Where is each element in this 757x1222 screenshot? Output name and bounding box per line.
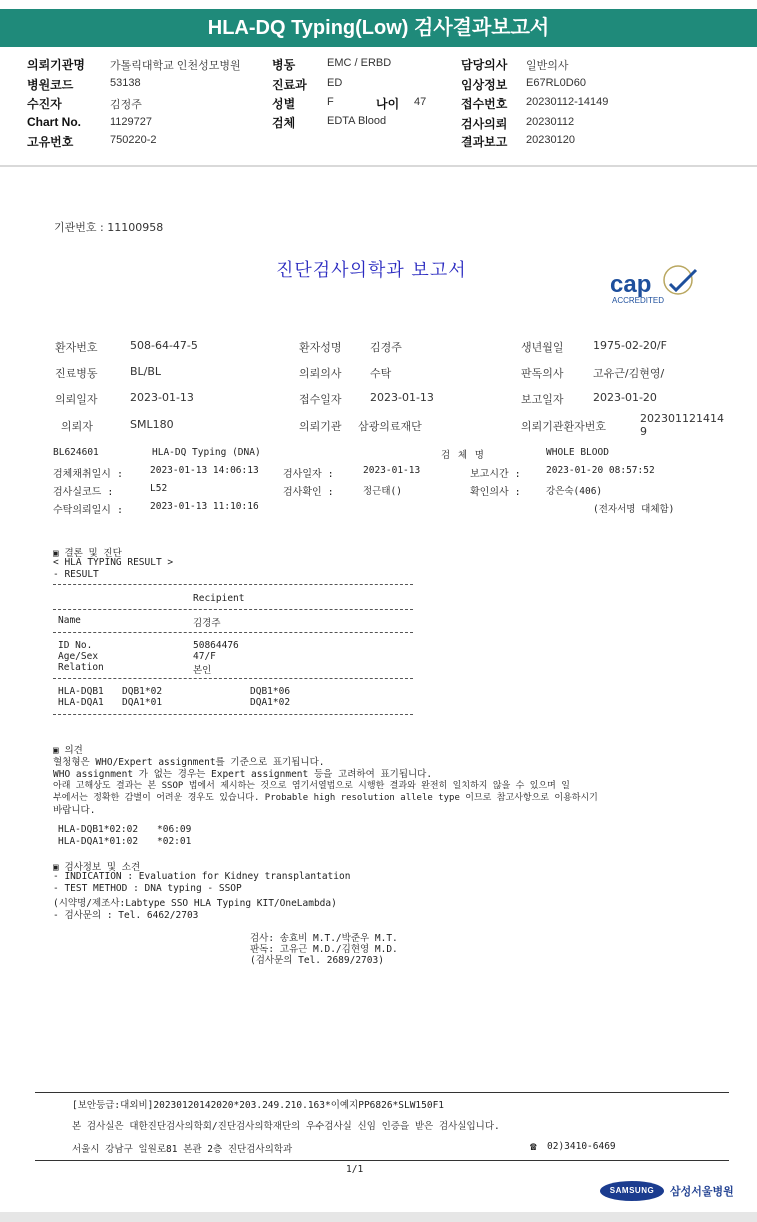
- specimen-value: WHOLE BLOOD: [546, 447, 609, 458]
- age-value: 47: [414, 96, 427, 108]
- phone-number: 02)3410-6469: [547, 1141, 616, 1152]
- result-subheading: - RESULT: [53, 569, 99, 580]
- header-label: Chart No.: [27, 115, 81, 129]
- header-value: 20230112-14149: [526, 96, 609, 108]
- header-label: 병동: [272, 58, 296, 72]
- header-label: 의뢰기관명: [27, 58, 85, 72]
- header-label: 수진자: [27, 97, 62, 111]
- meta-label: 검사실코드 :: [53, 487, 114, 498]
- page-number: 1/1: [346, 1164, 364, 1175]
- relation-value: 본인: [193, 665, 212, 676]
- allele-1: DQB1*02: [122, 686, 163, 697]
- info-label: 의뢰기관환자번호: [521, 420, 607, 433]
- result-subheading: < HLA TYPING RESULT >: [53, 557, 174, 568]
- info-label: 환자성명: [299, 341, 342, 354]
- opinion-line: 혈청형은 WHO/Expert assignment를 기준으로 표기됩니다.: [53, 757, 325, 768]
- info-label: 의뢰자: [61, 420, 93, 433]
- header-label: 진료과: [272, 78, 307, 92]
- info-label: 생년월일: [521, 341, 564, 354]
- specimen-label: 검 체 명: [441, 450, 485, 461]
- hospital-name: 삼성서울병원: [670, 1185, 734, 1198]
- id-value: 50864476: [193, 640, 239, 651]
- header-label: 성별: [272, 97, 296, 111]
- page-bottom-band: [0, 1212, 757, 1222]
- opinion-line: 바랍니다.: [53, 805, 96, 816]
- header-value: F: [327, 96, 334, 108]
- signer-line: 판독: 고유근 M.D./김현영 M.D.: [250, 944, 398, 955]
- age-sex-label: Age/Sex: [58, 651, 99, 662]
- info-label: 진료병동: [55, 367, 98, 380]
- meta-value: L52: [150, 483, 168, 494]
- section-heading: ▣ 의견: [53, 745, 83, 756]
- test-name: HLA-DQ Typing (DNA): [152, 447, 261, 458]
- address: 서울시 강남구 일원로81 본관 2층 진단검사의학과: [72, 1144, 293, 1155]
- info-value: 2023-01-20: [593, 391, 657, 404]
- info-value: 2023-01-13: [370, 391, 434, 404]
- info-label: 의뢰기관: [299, 420, 342, 433]
- opinion-line: 아래 고해상도 결과는 본 SSOP 법에서 제시하는 것으로 염기서열법으로 시행한 결과와 완전히 일치하지 않을 수 있으며 일: [53, 781, 570, 791]
- header-value: 53138: [110, 77, 141, 89]
- info-label: 접수일자: [299, 393, 342, 406]
- info-value: 김경주: [370, 341, 402, 354]
- header-value: 750220-2: [110, 134, 157, 146]
- test-info-line: - TEST METHOD : DNA typing - SSOP: [53, 883, 242, 894]
- meta-value: 정근태(): [363, 486, 402, 497]
- dashed-rule: [53, 632, 413, 633]
- name-label: Name: [58, 615, 81, 626]
- allele-highres: *02:01: [157, 836, 192, 847]
- header-value: ED: [327, 77, 343, 89]
- cap-logo-text: cap: [610, 271, 652, 298]
- info-label: 환자번호: [55, 341, 98, 354]
- footer-top-rule: [35, 1092, 729, 1093]
- header-label: 고유번호: [27, 135, 74, 149]
- meta-label: 검사확인 :: [283, 487, 334, 498]
- dashed-rule: [53, 714, 413, 715]
- locus-name: HLA-DQB1: [58, 686, 104, 697]
- relation-label: Relation: [58, 662, 104, 673]
- test-info-line: - 검사문의 : Tel. 6462/2703: [53, 910, 199, 921]
- locus-name: HLA-DQA1: [58, 697, 104, 708]
- signer-line: 검사: 송효비 M.T./박준우 M.T.: [250, 933, 398, 944]
- meta-label: 수탁의뢰일시 :: [53, 505, 124, 516]
- allele-2: DQA1*02: [250, 697, 291, 708]
- section-heading: ▣ 결론 및 진단: [53, 548, 122, 559]
- meta-label: 보고시간 :: [470, 469, 521, 480]
- info-value: 1975-02-20/F: [593, 339, 667, 352]
- info-value: 202301121414: [640, 412, 724, 425]
- header-value: 김정주: [110, 99, 142, 111]
- dashed-rule: [53, 678, 413, 679]
- header-label: 담당의사: [461, 58, 508, 72]
- footer-bottom-rule: [35, 1160, 729, 1161]
- age-label: 나이: [376, 97, 400, 111]
- opinion-line: 부에서는 정확한 감별이 어려운 경우도 있습니다. Probable high resolution allele type 이므로 참고사항으로 이용하시기: [53, 793, 598, 803]
- header-label: 병원코드: [27, 78, 74, 92]
- header-value: 가톨릭대학교 인천성모병원: [110, 60, 241, 72]
- allele-2: DQB1*06: [250, 686, 291, 697]
- info-label: 의뢰일자: [55, 393, 98, 406]
- meta-value: 2023-01-13 11:10:16: [150, 501, 259, 512]
- info-value-wrap: 9: [640, 425, 647, 438]
- dashed-rule: [53, 609, 413, 610]
- esign-note: (전자서명 대체함): [593, 504, 675, 515]
- header-value: 일반의사: [526, 60, 569, 72]
- test-info-line: - INDICATION : Evaluation for Kidney transplantation: [53, 871, 351, 882]
- info-label: 보고일자: [521, 393, 564, 406]
- header-value: 20230112: [526, 116, 575, 128]
- cap-accredited-logo: [606, 262, 706, 308]
- header-value: 20230120: [526, 134, 575, 146]
- meta-label: 검체채취일시 :: [53, 469, 124, 480]
- header-value: EMC / ERBD: [327, 57, 392, 69]
- header-value: E67RL0D60: [526, 77, 586, 89]
- org-number: 기관번호 : 11100958: [54, 221, 164, 234]
- id-label: ID No.: [58, 640, 93, 651]
- samsung-logo-text: SAMSUNG: [609, 1186, 655, 1195]
- recipient-header: Recipient: [193, 593, 245, 604]
- info-value: 삼광의료재단: [358, 420, 422, 433]
- header-divider: [0, 165, 757, 167]
- test-info-line: (시약명/제조사:Labtype SSO HLA Typing KIT/OneLambda): [53, 898, 337, 909]
- cap-logo-sub: ACCREDITED: [612, 296, 665, 305]
- meta-value: 강은숙(406): [546, 486, 603, 497]
- info-value: BL/BL: [130, 365, 162, 378]
- info-label: 의뢰의사: [299, 367, 342, 380]
- signer-line: (검사문의 Tel. 2689/2703): [250, 955, 384, 966]
- meta-value: 2023-01-20 08:57:52: [546, 465, 655, 476]
- dashed-rule: [53, 584, 413, 585]
- name-value: 김경주: [193, 618, 221, 629]
- info-value: 2023-01-13: [130, 391, 194, 404]
- opinion-line: WHO assignment 가 없는 경우는 Expert assignment 등을 고려하여 표기됩니다.: [53, 769, 433, 780]
- header-label: 검사의뢰: [461, 117, 508, 131]
- header-value: EDTA Blood: [327, 115, 387, 127]
- header-label: 결과보고: [461, 135, 508, 149]
- phone-icon: ☎: [530, 1140, 537, 1153]
- meta-label: 검사일자 :: [283, 469, 334, 480]
- info-value: 508-64-47-5: [130, 339, 198, 352]
- security-line: [보안등급:대외비]20230120142020*203.249.210.163*이예지PP6826*SLW150F1: [72, 1100, 445, 1111]
- meta-value: 2023-01-13: [363, 465, 421, 476]
- meta-value: 2023-01-13 14:06:13: [150, 465, 259, 476]
- report-title: 진단검사의학과 보고서: [276, 260, 467, 281]
- info-value: 고유근/김현영/: [593, 367, 665, 380]
- test-code: BL624601: [53, 447, 99, 458]
- allele-highres: HLA-DQA1*01:02: [58, 836, 139, 847]
- header-label: 검체: [272, 116, 296, 130]
- info-value: 수탁: [370, 367, 392, 380]
- meta-label: 확인의사 :: [470, 487, 521, 498]
- section-heading: ▣ 검사정보 및 소견: [53, 862, 141, 873]
- age-sex-value: 47/F: [193, 651, 216, 662]
- allele-highres: *06:09: [157, 824, 192, 835]
- header-label: 접수번호: [461, 97, 508, 111]
- info-label: 판독의사: [521, 367, 564, 380]
- header-label: 임상정보: [461, 78, 508, 92]
- info-value: SML180: [130, 418, 174, 431]
- header-value: 1129727: [110, 116, 153, 128]
- certification-note: 본 검사실은 대한진단검사의학회/진단검사의학재단의 우수검사실 신임 인증을 받은 검사실입니다.: [72, 1121, 500, 1132]
- allele-1: DQA1*01: [122, 697, 163, 708]
- allele-highres: HLA-DQB1*02:02: [58, 824, 139, 835]
- report-banner-title: HLA-DQ Typing(Low) 검사결과보고서: [0, 9, 757, 47]
- samsung-logo: [600, 1181, 664, 1201]
